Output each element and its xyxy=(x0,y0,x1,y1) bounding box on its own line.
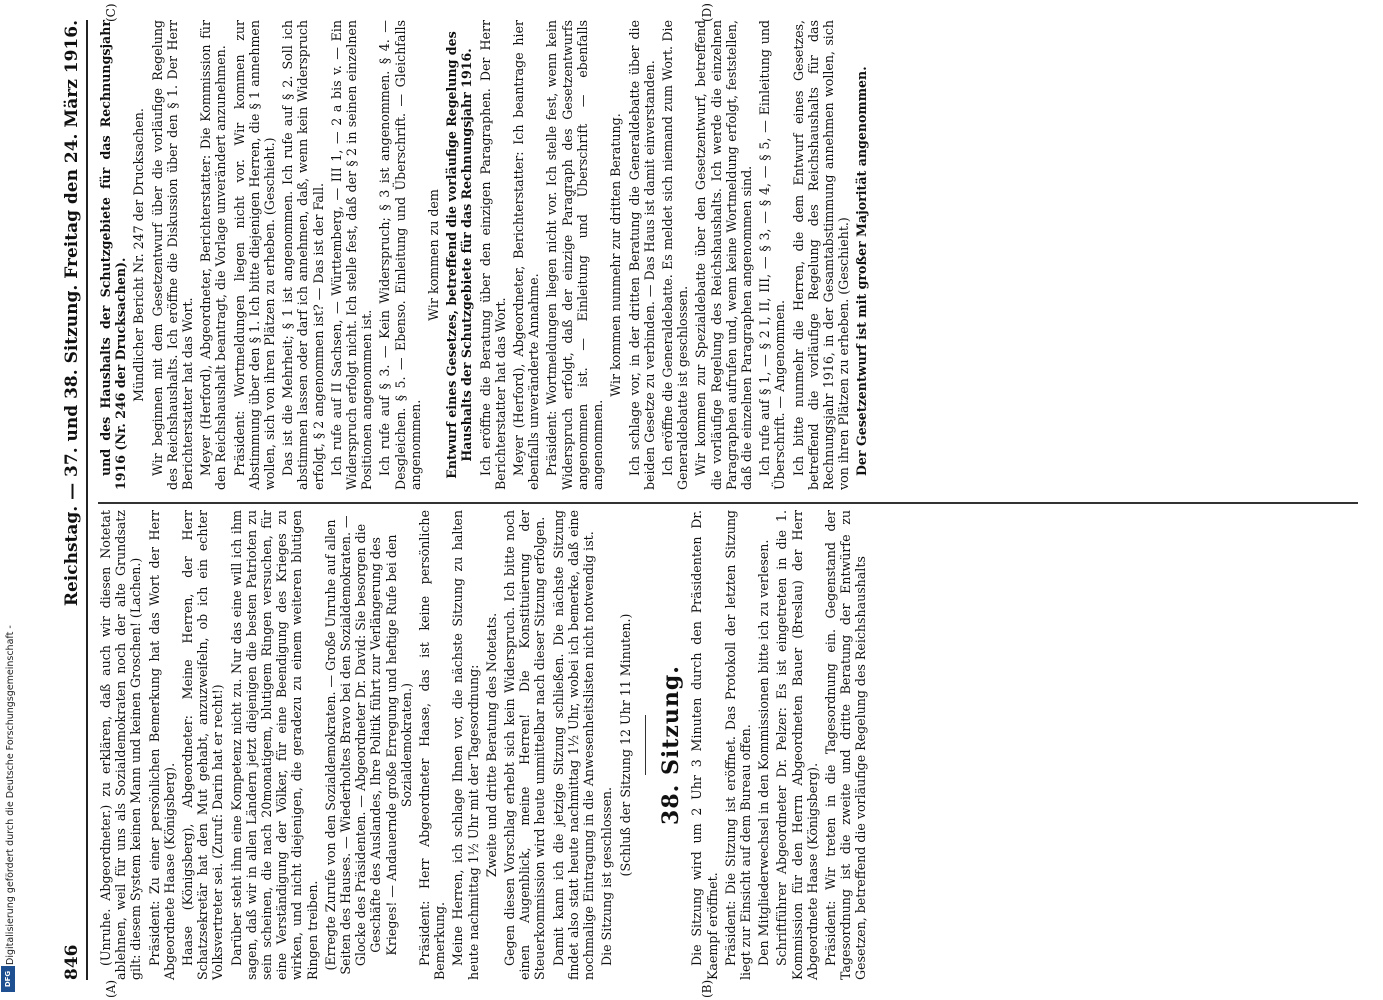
paragraph: Den Mitgliederwechsel in den Kommissionen bitte ich zu verlesen. xyxy=(756,539,772,966)
paragraph: Präsident: Wir treten in die Tagesordnung ein. Gegenstand der Tagesordnung ist die zweite und dritte Beratung der Entwürfe zu Gesetzen, betreffend die vorläufige Regelung des Reichshaushalts xyxy=(823,510,869,980)
paragraph: Meyer (Herford), Abgeordneter, Berichterstatter: Ich beantrage hier ebenfalls unveränderte Annahme. xyxy=(511,20,542,490)
margin-mark-b: (B) xyxy=(700,979,714,998)
paragraph: und des Haushalts der Schutzgebiete für das Rechnungsjahr 1916 (Nr. 246 der Drucksachen). xyxy=(98,20,129,490)
dfg-logo xyxy=(1,966,15,992)
paragraph: (Erregte Zurufe von den Sozialdemokraten. — Große Unruhe auf allen Seiten des Hauses. — Wiederholtes Bravo bei den Sozialdemokraten. — Glocke des Präsidenten. — Abgeordneter Dr. David: Sie besorgen die Geschäfte des Auslandes, Ihre Politik führt zur Verlängerung des Krieges! — Andauernde große Erregung und heftige Rufe bei den Sozialdemokraten.) xyxy=(322,515,414,975)
page-header xyxy=(58,20,88,980)
paragraph: Der Gesetzentwurf ist mit großer Majorität angenommen. xyxy=(854,66,870,476)
paragraph: Gegen diesen Vorschlag erhebt sich kein Widerspruch. Ich bitte noch einen Augenblick, meine Herren! Die Konstituierung der Steuerkommission wird heute unmittelbar nach dieser Sitzung erfolgen. xyxy=(502,510,548,980)
paragraph: Wir kommen zur Spezialdebatte über den Gesetzentwurf, betreffend die vorläufige Regelung des Reichshaushalts. Ich werde die einzelnen Paragraphen aufrufen und, wenn keine Wortmeldung erfolgt, feststellen, daß die einzelnen Paragraphen angenommen sind. xyxy=(693,20,754,490)
paragraph: Ich bitte nunmehr die Herren, die dem Entwurf eines Gesetzes, betreffend die vorläufige Regelung des Reichshaushalts für das Rechnungsjahr 1916, in der Gesamtabstimmung annehmen wollen, sich von ihren Plätzen zu erheben. (Geschieht.) xyxy=(790,20,852,490)
paragraph: Zweite und dritte Beratung des Notetats. xyxy=(483,612,499,878)
paragraph: Präsident: Zu einer persönlichen Bemerkung hat das Wort der Herr Abgeordnete Haase (Königsberg). xyxy=(146,510,177,980)
paragraph: Ich schlage vor, in der dritten Beratung die Generaldebatte über die beiden Gesetze zu verbinden. — Das Haus ist damit einverstanden. xyxy=(626,20,657,490)
paragraph: Entwurf eines Gesetzes, betreffend die vorläufige Regelung des Haushalts der Schutzgebiete für das Rechnungsjahr 1916. xyxy=(444,31,475,479)
paragraph: Präsident: Die Sitzung ist eröffnet. Das Protokoll der letzten Sitzung liegt zur Einsicht auf dem Bureau offen. xyxy=(722,510,754,980)
dfg-logo-text: DFG xyxy=(4,970,12,988)
margin-mark-d: (D) xyxy=(700,3,714,22)
digitization-credit xyxy=(2,600,18,995)
paragraph: (Schluß der Sitzung 12 Uhr 11 Minuten.) xyxy=(617,613,633,877)
paragraph: Damit kann ich die jetzige Sitzung schließen. Die nächste Sitzung findet also statt heute nachmittag 1½ Uhr, wobei ich bemerke, daß eine nochmalige Eintragung in die Anwesenheitslisten nicht notwendig ist. xyxy=(550,510,597,980)
paragraph: Mündlicher Bericht Nr. 247 der Drucksachen. xyxy=(131,108,147,402)
paragraph: Haase (Königsberg), Abgeordneter: Meine Herren, der Herr Schatzsekretär hat den Mut gehabt, anzuzweifeln, ob ich ein echter Volksvertreter sei. (Zuruf: Darin hat er recht!) xyxy=(180,510,226,980)
column-divider xyxy=(98,503,1358,505)
paragraph: Präsident: Herr Abgeordneter Haase, das ist keine persönliche Bemerkung. xyxy=(417,510,448,980)
paragraph: Meine Herren, ich schlage Ihnen vor, die nächste Sitzung zu halten heute nachmittag 1½ Uhr mit der Tagesordnung: xyxy=(450,510,481,980)
paragraph: Ich rufe auf § 3. — Kein Widerspruch; § 3 ist angenommen. § 4. — Desgleichen. § 5. — Ebenso. Einleitung und Überschrift. — Gleichfalls angenommen. xyxy=(377,20,423,490)
paragraph: Ich rufe auf II Sachsen, — Württemberg, — III 1, — 2 a bis v. — Ein Widerspruch erfolgt nicht. Ich stelle fest, daß der § 2 in seinen einzelnen Positionen angenommen ist. xyxy=(328,20,375,490)
paragraph: Ich rufe auf § 1, — § 2 I, II, III, — § 3, — § 4, — § 5, — Einleitung und Überschrift. — Angenommen. xyxy=(757,20,788,490)
paragraph: Schriftführer Abgeordneter Dr. Pelzer: Es ist eingetreten in die 1. Kommission für den Herrn Abgeordneten Bauer (Breslau) der Herr Abgeordnete Haase (Königsberg). xyxy=(774,510,820,980)
paragraph: Meyer (Herford), Abgeordneter, Berichterstatter: Die Kommission für den Reichshaushalt beantragt, die Vorlage unverändert anzunehmen. xyxy=(198,20,229,490)
margin-mark-a: (A) xyxy=(104,979,118,998)
running-title: Reichstag. — 37. und 38. Sitzung. Freitag den 24. März 1916. xyxy=(62,20,82,607)
paragraph: (Unruhe. Abgeordneter.) zu erklären, daß auch wir diesen Notetat ablehnen, weil für uns als Sozialdemokraten noch der alte Grundsatz gilt: diesem System keinen Mann und keinen Groschen! (Lachen.) xyxy=(98,510,144,980)
right-column xyxy=(98,20,873,490)
paragraph: Die Sitzung ist geschlossen. xyxy=(599,786,615,966)
paragraph: Wir kommen zu dem xyxy=(426,189,442,321)
left-column xyxy=(98,510,872,980)
rotated-sheet xyxy=(40,0,1383,1000)
paragraph: Präsident: Wortmeldungen liegen nicht vor. Ich stelle fest, wenn kein Widerspruch erfolgt, daß der einzige Paragraph des Gesetzentwurfs angenommen ist. — Einleitung und Überschrift — ebenfalls angenommen. xyxy=(544,20,606,490)
paragraph: Ich eröffne die Beratung über den einzigen Paragraphen. Der Herr Berichterstatter hat das Wort. xyxy=(477,20,508,490)
paragraph: Ich eröffne die Generaldebatte. Es meldet sich niemand zum Wort. Die Generaldebatte ist geschlossen. xyxy=(659,20,691,490)
margin-mark-c: (C) xyxy=(104,3,118,22)
paragraph: Präsident: Wortmeldungen liegen nicht vor. Wir kommen zur Abstimmung über den § 1. Ich bitte diejenigen Herren, die § 1 annehmen wollen, sich von ihren Plätzen zu erheben. (Geschieht.) xyxy=(231,20,278,490)
sitzung-heading: 38. Sitzung. xyxy=(658,665,685,825)
section-divider xyxy=(645,715,647,775)
paragraph: Darüber steht ihm eine Kompetenz nicht zu. Nur das eine will ich ihm sagen, daß wir in allen Ländern jetzt diejenigen die besten Patrioten zu sein scheinen, die nach 20monatigem, blutigem Ringen versuchen, für eine Verständigung der Völker, für eine Beendigung des Krieges zu wirken, und nicht diejenigen, die geradezu zu einem weiteren blutigen Ringen treiben. xyxy=(228,510,320,980)
paragraph: Wir kommen nunmehr zur dritten Beratung. xyxy=(608,113,624,397)
page-number: 846 xyxy=(62,944,82,980)
paragraph: Die Sitzung wird um 2 Uhr 3 Minuten durch den Präsidenten Dr. Kaempf eröffnet. xyxy=(689,510,720,980)
paragraph: Das ist die Mehrheit; § 1 ist angenommen. Ich rufe auf § 2. Soll ich abstimmen lassen oder darf ich annehmen, daß, wenn kein Widerspruch erfolgt, § 2 angenommen ist? — Das ist der Fall. xyxy=(280,20,326,490)
credit-text: Digitalisierung gefördert durch die Deutsche Forschungsgemeinschaft - xyxy=(5,625,16,965)
paragraph: Wir beginnen mit dem Gesetzentwurf über die vorläufige Regelung des Reichshaushalts. Ich eröffne die Diskussion über den § 1. Der Herr Berichterstatter hat das Wort. xyxy=(149,20,196,490)
